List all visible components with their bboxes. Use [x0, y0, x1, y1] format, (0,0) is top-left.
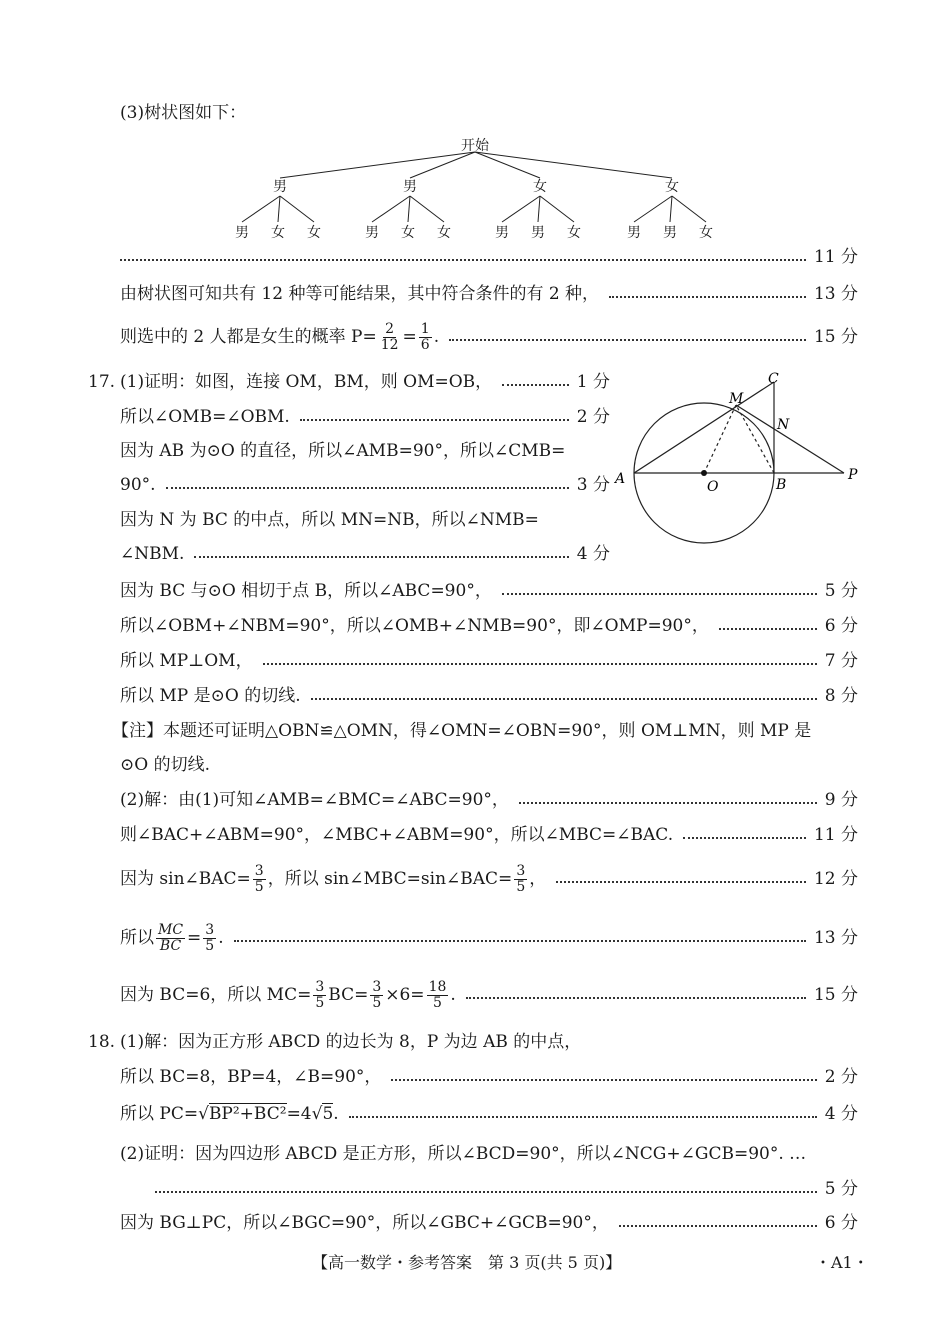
line-17-8: 所以 MP 是⊙O 的切线. 8 分: [120, 686, 858, 706]
label-M: M: [729, 391, 744, 407]
tree-root: 开始: [461, 138, 489, 154]
label-N: N: [777, 417, 790, 433]
tree-l2: 男: [531, 225, 545, 241]
line-17-2: 所以∠OMB=∠OBM. 2 分: [120, 407, 610, 427]
line-17-5: 因为 BC 与⊙O 相切于点 B，所以∠ABC=90°， 5 分: [120, 581, 858, 601]
tree-l2: 男: [495, 225, 509, 241]
line-18-2: 所以 BC=8，BP=4，∠B=90°， 2 分: [120, 1067, 858, 1087]
line-17-12: 因为 sin∠BAC= $\frac{3}{5}$ ，所以 sin∠MBC=sin∠BAC= $\frac{3}{5}$ ， 12 分: [120, 862, 858, 895]
question-17-number: 17.: [88, 372, 116, 392]
line-18-0: (1)解：因为正方形 ABCD 的边长为 8，P 为边 AB 的中点，: [120, 1032, 582, 1052]
tree-l2: 女: [437, 225, 451, 241]
line-15a: 则选中的 2 人都是女生的概率 P= $\frac{2}{12}$ = $\frac{1}{6}$ . 15 分: [120, 320, 858, 353]
line-17-1: (1)证明：如图，连接 OM，BM，则 OM=OB， 1 分: [120, 372, 610, 392]
center-dot: [701, 470, 707, 476]
note-line-1: 【注】本题还可证明△OBN≌△OMN，得∠OMN=∠OBN=90°，则 OM⊥MN，则 MP 是: [112, 721, 812, 741]
line-17-4a: 因为 N 为 BC 的中点，所以 MN=NB，所以∠NMB=: [120, 510, 539, 530]
tree-l2: 男: [365, 225, 379, 241]
footer-code: ・A1・: [815, 1253, 869, 1272]
line-17-3a: 因为 AB 为⊙O 的直径，所以∠AMB=90°，所以∠CMB=: [120, 441, 566, 461]
line-11: 11 分: [120, 244, 858, 270]
tree-l2: 女: [307, 225, 321, 241]
line-18-6: 因为 BG⊥PC，所以∠BGC=90°，所以∠GBC+∠GCB=90°， 6 分: [120, 1213, 858, 1233]
line-17-15: 因为 BC=6，所以 MC= $\frac{3}{5}$ BC= $\frac{3}{5}$ ×6= $\frac{18}{5}$ . 15 分: [120, 978, 858, 1011]
geometry-figure: [610, 365, 870, 575]
tree-l2: 女: [271, 225, 285, 241]
line-18-5: 5 分: [155, 1176, 858, 1202]
tree-l2: 女: [699, 225, 713, 241]
line-18-4: 所以 PC=√BP²+BC²=4√5. 4 分: [120, 1104, 858, 1124]
label-B: B: [776, 477, 787, 493]
line-17-3b: 90°. 3 分: [120, 475, 610, 495]
tree-l1-2: 男: [403, 179, 417, 195]
tree-l1-3: 女: [533, 179, 547, 195]
tree-l1-4: 女: [665, 179, 679, 195]
line-18-d1: (2)证明：因为四边形 ABCD 是正方形，所以∠BCD=90°，所以∠NCG+∠GCB=90°. …: [120, 1144, 807, 1164]
note-line-2: ⊙O 的切线.: [120, 755, 210, 775]
tree-l2: 男: [627, 225, 641, 241]
label-O: O: [707, 479, 719, 495]
line-17-6: 所以∠OBM+∠NBM=90°，所以∠OMB+∠NMB=90°，即∠OMP=90°， 6 分: [120, 616, 858, 636]
section-3-title: (3)树状图如下：: [120, 103, 247, 123]
tree-l2: 男: [663, 225, 677, 241]
tree-l2: 女: [401, 225, 415, 241]
tree-l2: 女: [567, 225, 581, 241]
label-A: A: [615, 471, 626, 487]
line-17-11: 则∠BAC+∠ABM=90°，∠MBC+∠ABM=90°，所以∠MBC=∠BAC. 11 分: [120, 825, 858, 845]
question-18-number: 18.: [88, 1032, 116, 1052]
label-C: C: [768, 371, 779, 387]
tree-l1-1: 男: [273, 179, 287, 195]
line-17-7: 所以 MP⊥OM， 7 分: [120, 651, 858, 671]
line-17-13: 所以 $\frac{MC}{BC}$ = $\frac{3}{5}$ . 13 分: [120, 921, 858, 954]
footer-page-info: 【高一数学・参考答案 第 3 页(共 5 页)】: [312, 1253, 622, 1272]
label-P: P: [848, 467, 858, 483]
tree-l2: 男: [235, 225, 249, 241]
line-13a: 由树状图可知共有 12 种等可能结果，其中符合条件的有 2 种， 13 分: [120, 284, 858, 304]
line-17-4b: ∠NBM. 4 分: [120, 544, 610, 564]
line-17-9: (2)解：由(1)可知∠AMB=∠BMC=∠ABC=90°， 9 分: [120, 790, 858, 810]
